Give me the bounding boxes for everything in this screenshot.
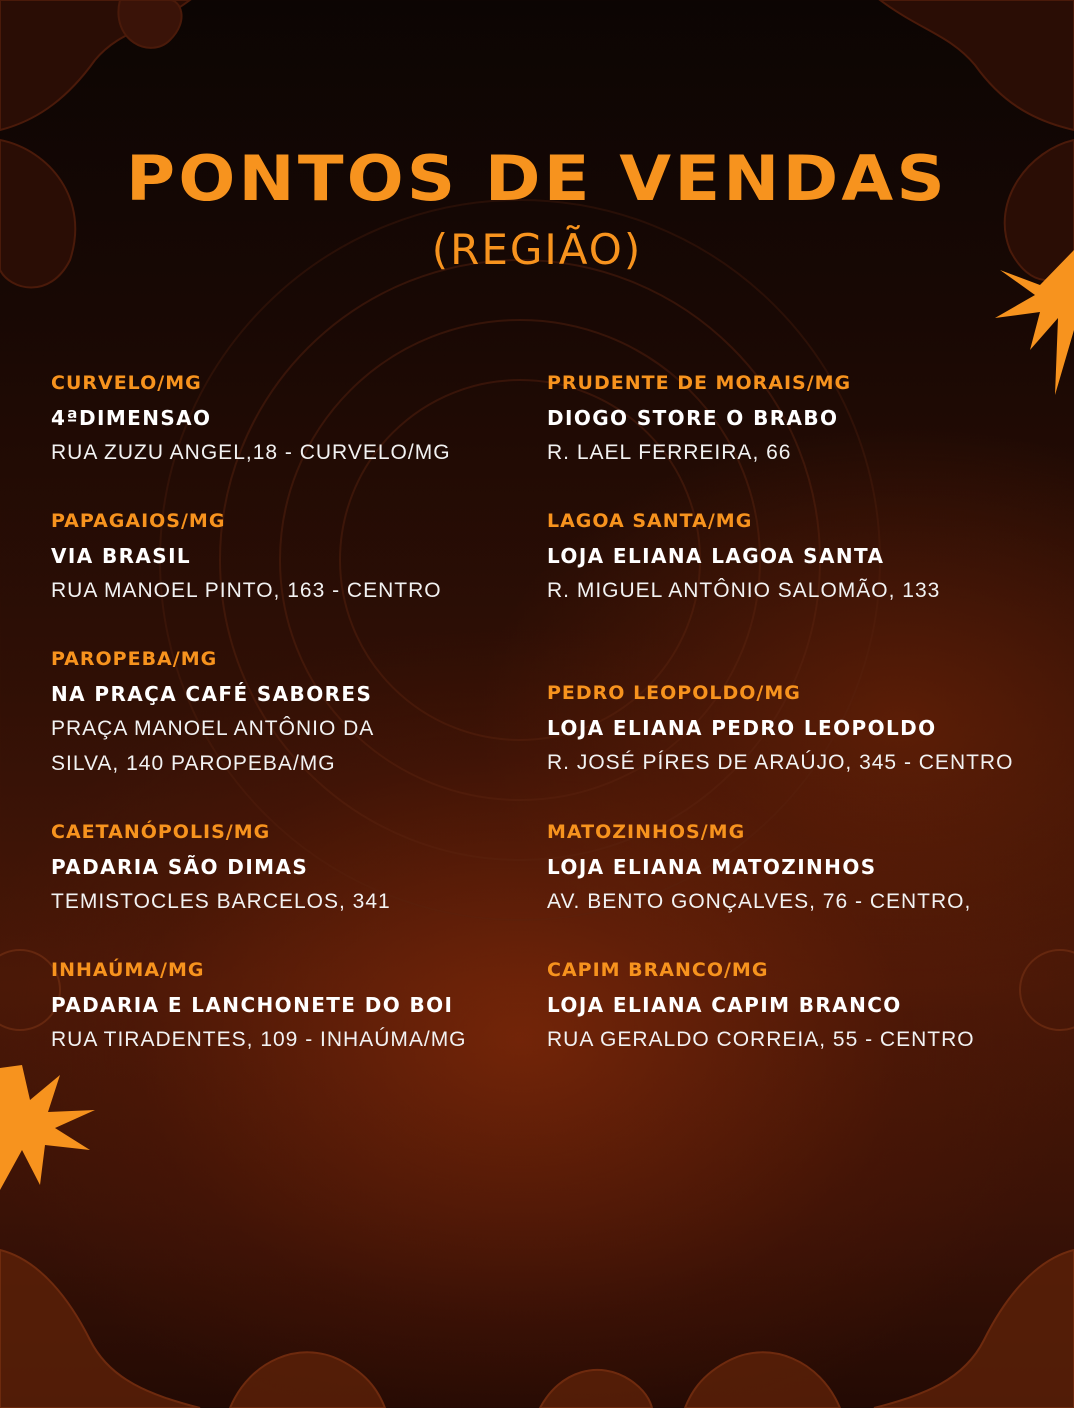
city-label: CAETANÓPOLIS/MG <box>51 821 271 843</box>
store-address: R. MIGUEL ANTÔNIO SALOMÃO, 133 <box>547 579 941 602</box>
store-name: LOJA ELIANA MATOZINHOS <box>547 855 877 879</box>
list-item <box>547 510 940 603</box>
store-address: R. LAEL FERREIRA, 66 <box>547 441 792 464</box>
list-item <box>51 372 451 465</box>
store-name: LOJA ELIANA LAGOA SANTA <box>547 544 885 568</box>
list-item <box>547 959 975 1052</box>
city-label: MATOZINHOS/MG <box>547 821 746 843</box>
store-name: VIA BRASIL <box>51 544 192 568</box>
store-address: RUA GERALDO CORREIA, 55 - CENTRO <box>547 1028 975 1051</box>
store-name: NA PRAÇA CAFÉ SABORES <box>51 682 373 706</box>
list-item <box>547 682 1013 775</box>
city-label: CAPIM BRANCO/MG <box>547 959 769 981</box>
store-address: RUA TIRADENTES, 109 - INHAÚMA/MG <box>51 1028 467 1051</box>
store-address-line2: SILVA, 140 PAROPEBA/MG <box>51 752 336 775</box>
store-address: AV. BENTO GONÇALVES, 76 - CENTRO, <box>547 890 972 913</box>
list-item <box>547 372 851 465</box>
store-address: RUA ZUZU ANGEL,18 - CURVELO/MG <box>51 441 451 464</box>
store-name: PADARIA SÃO DIMAS <box>51 855 309 879</box>
starburst-left-icon <box>0 1065 95 1190</box>
city-label: PAPAGAIOS/MG <box>51 510 226 532</box>
store-name: LOJA ELIANA CAPIM BRANCO <box>547 993 902 1017</box>
city-label: PEDRO LEOPOLDO/MG <box>547 682 801 704</box>
city-label: PRUDENTE DE MORAIS/MG <box>547 372 852 394</box>
city-label: PAROPEBA/MG <box>51 648 218 670</box>
store-name: DIOGO STORE O BRABO <box>547 406 839 430</box>
store-name: PADARIA E LANCHONETE DO BOI <box>51 993 454 1017</box>
page-title: PONTOS DE VENDAS <box>126 142 948 215</box>
city-label: INHAÚMA/MG <box>51 959 205 981</box>
list-item <box>547 821 971 914</box>
list-item <box>51 648 374 776</box>
store-address: TEMISTOCLES BARCELOS, 341 <box>51 890 391 913</box>
store-name: LOJA ELIANA PEDRO LEOPOLDO <box>547 716 937 740</box>
store-name: 4ªDIMENSAO <box>51 406 212 430</box>
list-item <box>51 510 442 603</box>
store-address: RUA MANOEL PINTO, 163 - CENTRO <box>51 579 442 602</box>
store-address: R. JOSÉ PÍRES DE ARAÚJO, 345 - CENTRO <box>547 751 1014 774</box>
store-address: PRAÇA MANOEL ANTÔNIO DA <box>51 717 375 740</box>
city-label: CURVELO/MG <box>51 372 202 394</box>
city-label: LAGOA SANTA/MG <box>547 510 753 532</box>
list-item <box>51 959 467 1052</box>
page-subtitle: (REGIÃO) <box>431 225 643 274</box>
list-item <box>51 821 391 914</box>
